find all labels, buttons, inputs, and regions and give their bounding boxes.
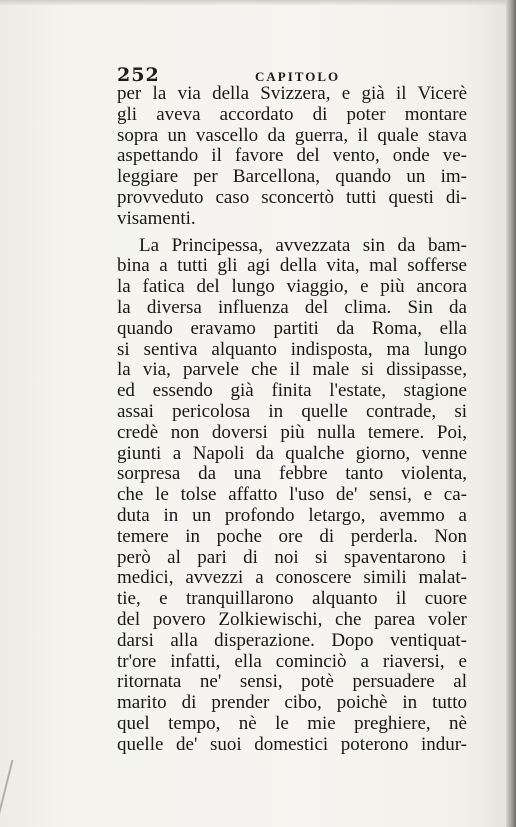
text-line: temere in poche ore di perderla. Non xyxy=(117,525,467,547)
text-line: sorpresa da una febbre tanto violenta, xyxy=(117,463,467,485)
paragraph-2 xyxy=(117,236,467,756)
text-line: tr'ore infatti, ella cominciò a riaversi, e xyxy=(117,650,467,672)
text-line: quando eravamo partiti da Roma, ella xyxy=(117,317,467,339)
text-line: medici, avvezzi a conoscere simili malat- xyxy=(117,567,467,589)
text-line: giunti a Napoli da qualche giorno, venne xyxy=(117,442,467,464)
text-line: ritornata ne' sensi, potè persuadere al xyxy=(117,671,467,693)
text-line: leggiare per Barcellona, quando un im- xyxy=(117,166,467,188)
text-line: quelle de' suoi domestici poterono indur- xyxy=(117,733,467,755)
text-line: visamenti. xyxy=(117,207,196,229)
text-line: provveduto caso sconcertò tutti questi di- xyxy=(117,186,467,208)
text-line: bina a tutti gli agi della vita, mal sofferse xyxy=(117,255,467,277)
page-top-shadow xyxy=(0,0,516,6)
page-number: 252 xyxy=(117,64,160,86)
text-line: darsi alla disperazione. Dopo ventiquat- xyxy=(117,629,467,651)
text-line: sopra un vascello da guerra, il quale stava xyxy=(117,124,467,146)
text-line: duta in un profondo letargo, avemmo a xyxy=(117,504,467,526)
text-line: gli aveva accordato di poter montare xyxy=(117,103,467,125)
text-line: credè non doversi più nulla temere. Poi, xyxy=(117,421,467,443)
text-line: aspettando il favore del vento, onde ve- xyxy=(117,145,467,167)
text-line: per la via della Svizzera, e già il Vicerè xyxy=(117,83,467,104)
running-head: CAPITOLO xyxy=(255,69,341,84)
text-line: la via, parvele che il male si dissipasse, xyxy=(117,359,467,381)
text-line: la diversa influenza del clima. Sin da xyxy=(117,296,467,318)
text-line: La Principessa, avvezzata sin da bam- xyxy=(139,234,467,256)
text-line: si sentiva alquanto indisposta, ma lungo xyxy=(117,338,467,360)
text-line: ed essendo già finita l'estate, stagione xyxy=(117,380,467,402)
text-line: però al pari di noi si spaventarono i xyxy=(117,546,467,568)
text-line: tie, e tranquillarono alquanto il cuore xyxy=(117,588,467,610)
text-line: assai pericolosa in quelle contrade, si xyxy=(117,400,467,422)
page-corner-mark xyxy=(0,760,27,820)
text-line: marito di prender cibo, poichè in tutto xyxy=(117,692,467,714)
text-line: del povero Zolkiewischi, che parea voler xyxy=(117,608,467,630)
body-text xyxy=(117,84,467,756)
text-line: quel tempo, nè le mie preghiere, nè xyxy=(117,712,467,734)
paragraph-1 xyxy=(117,84,467,230)
page-binding-edge xyxy=(506,0,516,827)
text-line: che le tolse affatto l'uso de' sensi, e ca- xyxy=(117,484,467,506)
text-line: la fatica del lungo viaggio, e più ancora xyxy=(117,276,467,298)
